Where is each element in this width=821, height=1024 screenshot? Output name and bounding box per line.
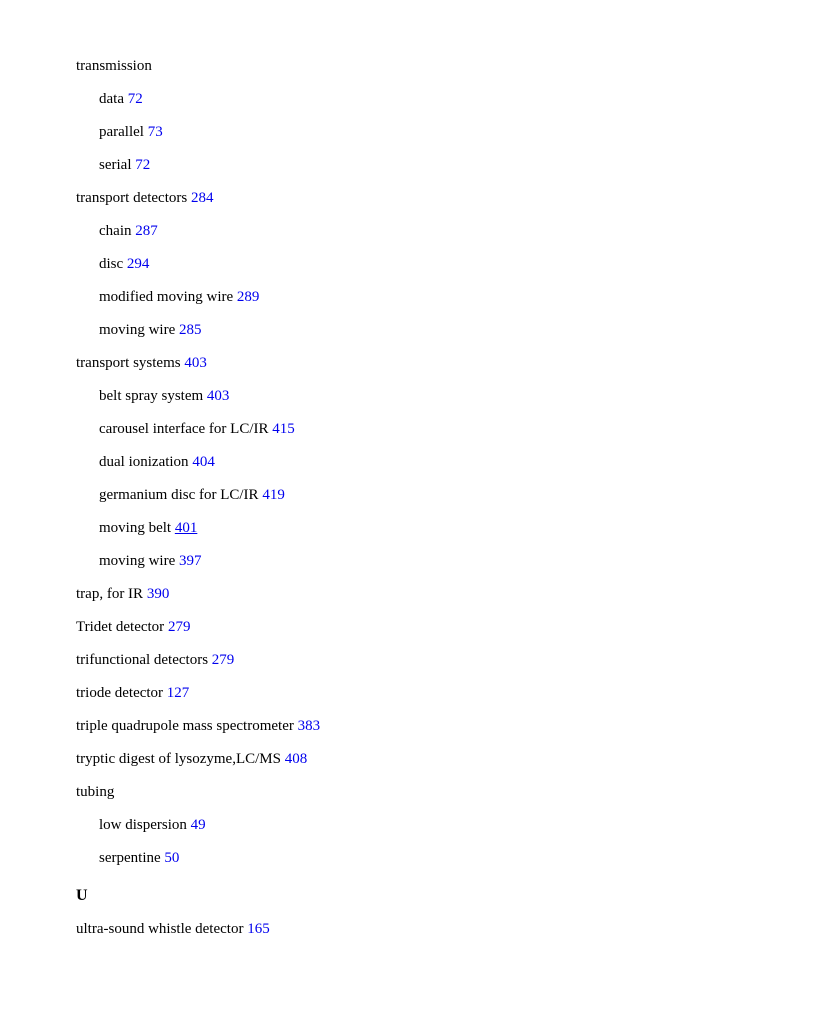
index-entry [76, 584, 169, 604]
page-link[interactable]: 72 [135, 157, 151, 173]
entry-term: triple quadrupole mass spectrometer [76, 718, 294, 734]
entry-term: moving wire [99, 322, 176, 338]
entry-term: transmission [76, 58, 152, 74]
index-entry [76, 353, 207, 373]
index-entry [76, 56, 152, 76]
entry-term: data [99, 91, 124, 107]
entry-term: transport systems [76, 355, 181, 371]
entry-term: parallel [99, 124, 144, 140]
page-link[interactable]: 403 [206, 388, 230, 404]
page-link[interactable]: 390 [146, 586, 170, 602]
index-subentry [99, 815, 206, 835]
entry-term: trap, for IR [76, 586, 144, 602]
entry-term: chain [99, 223, 132, 239]
index-subentry [99, 155, 150, 175]
entry-term: Tridet detector [76, 619, 165, 635]
page-link[interactable]: 383 [297, 718, 321, 734]
entry-term: moving wire [99, 553, 176, 569]
page-link[interactable]: 165 [247, 921, 270, 937]
entry-term: trifunctional detectors [76, 652, 209, 668]
page-link[interactable]: 289 [236, 289, 260, 305]
entry-term: carousel interface for LC/IR [99, 421, 269, 437]
page-link[interactable]: 287 [135, 223, 158, 239]
page-link[interactable]: 415 [272, 421, 295, 437]
entry-term: low dispersion [99, 817, 187, 833]
page-link[interactable]: 294 [126, 256, 150, 272]
entry-term: disc [99, 256, 124, 272]
index-entry [76, 716, 320, 736]
index-subentry [99, 419, 295, 439]
index-entry [76, 749, 307, 769]
page-link[interactable]: 419 [262, 487, 285, 503]
entry-term: tryptic digest of lysozyme,LC/MS [76, 751, 281, 767]
index-subentry [99, 518, 197, 538]
page-link[interactable]: 408 [284, 751, 308, 767]
index-entry [76, 782, 114, 802]
page-link[interactable]: 397 [179, 553, 202, 569]
entry-term: serial [99, 157, 132, 173]
index-subentry [99, 254, 149, 274]
index-subentry [99, 320, 202, 340]
entry-term: dual ionization [99, 454, 189, 470]
page-link[interactable]: 404 [192, 454, 215, 470]
index-entry [76, 919, 270, 939]
entry-term: germanium disc for LC/IR [99, 487, 259, 503]
entry-term: triode detector [76, 685, 164, 701]
index-subentry [99, 287, 259, 307]
entry-term: moving belt [99, 520, 172, 536]
page-link[interactable]: 279 [167, 619, 191, 635]
index-entry [76, 683, 189, 703]
index-entry [76, 650, 234, 670]
index-entry [76, 617, 190, 637]
entry-term: serpentine [99, 850, 161, 866]
page-link[interactable]: 284 [190, 190, 214, 206]
index-subentry [99, 848, 179, 868]
index-subentry [99, 551, 202, 571]
section-heading: U [76, 887, 88, 904]
entry-term: ultra-sound whistle detector [76, 921, 244, 937]
page-link[interactable]: 401 [174, 520, 198, 536]
page-link[interactable]: 73 [147, 124, 163, 140]
index-subentry [99, 452, 215, 472]
page-link[interactable]: 279 [211, 652, 235, 668]
entry-term: transport detectors [76, 190, 188, 206]
page-link[interactable]: 49 [190, 817, 206, 833]
entry-term: belt spray system [99, 388, 204, 404]
index-subentry [99, 221, 158, 241]
index-subentry [99, 89, 143, 109]
page-link[interactable]: 127 [166, 685, 190, 701]
page-link[interactable]: 403 [184, 355, 207, 371]
entry-term: modified moving wire [99, 289, 234, 305]
index-subentry [99, 386, 229, 406]
index-subentry [99, 485, 285, 505]
entry-term: tubing [76, 784, 115, 800]
page-link[interactable]: 285 [179, 322, 202, 338]
index-subentry [99, 122, 163, 142]
index-entry [76, 188, 213, 208]
page-link[interactable]: 72 [127, 91, 143, 107]
page-link[interactable]: 50 [164, 850, 180, 866]
